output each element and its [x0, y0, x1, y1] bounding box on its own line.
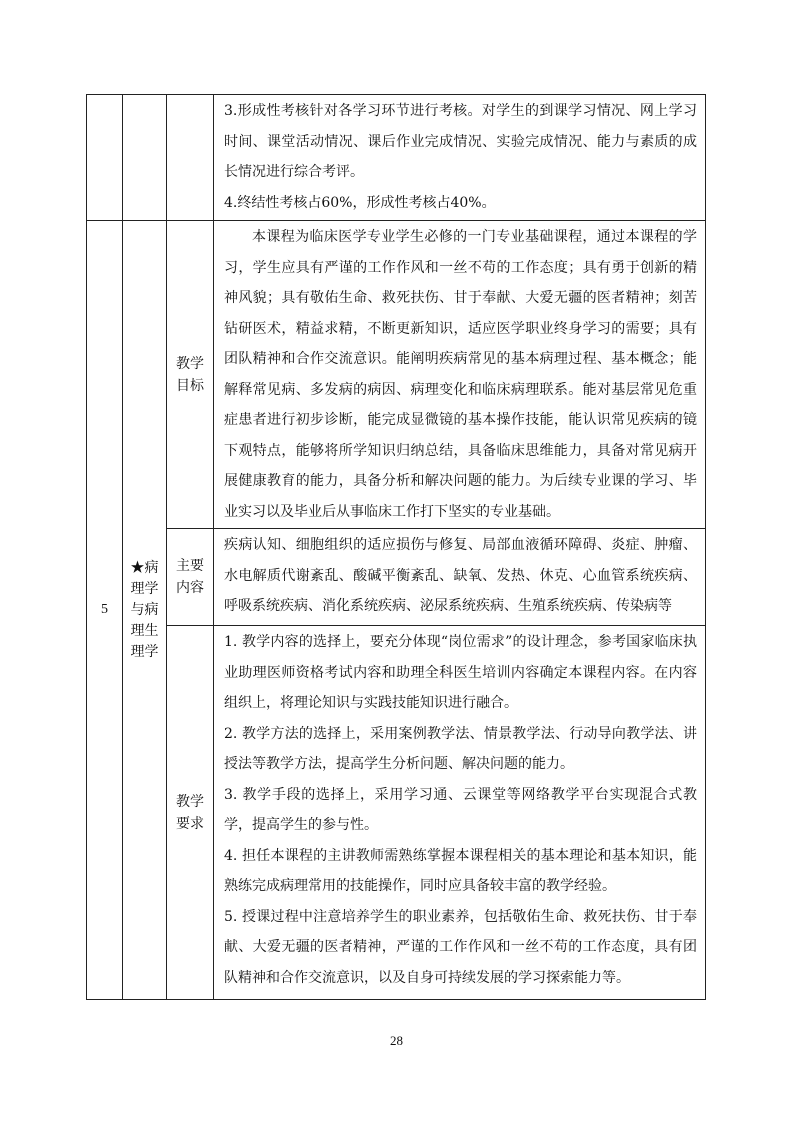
assessment-paragraph-3: 3.形成性考核针对各学习环节进行考核。对学生的到课学习情况、网上学习时间、课堂活动情况、课后作业完成情况、实验完成情况、能力与素质的成长情况进行综合考评。	[224, 103, 697, 180]
requirements-label-line: 要求	[176, 815, 204, 832]
empty-number-cell	[87, 95, 123, 221]
requirements-label-line: 教学	[176, 793, 204, 810]
goals-label-line: 教学	[176, 355, 204, 372]
requirement-item: 2. 教学方法的选择上，采用案例教学法、情景教学法、行动导向教学法、讲授法等教学方法，提高学生分析问题、解决问题的能力。	[224, 725, 697, 772]
course-name-line: 与病	[130, 601, 159, 618]
course-name-line: 理学	[130, 643, 159, 660]
empty-label-cell	[167, 95, 214, 221]
curriculum-table	[86, 94, 706, 1000]
goals-label	[167, 221, 214, 529]
requirement-item: 5. 授课过程中注意培养学生的职业素养，包括敬佑生命、救死扶伤、甘于奉献、大爱无疆的医者精神，严谨的工作作风和一丝不苟的工作态度，具有团队精神和合作交流意识，以及自身可持续发展的学习探索能力等。	[224, 908, 697, 986]
course-content-row	[87, 529, 706, 626]
requirements-text-cell	[214, 626, 706, 1000]
course-name-line: ★病	[130, 559, 159, 576]
course-name-line: 理学	[130, 580, 159, 597]
content-text-cell	[214, 529, 706, 626]
content-label	[167, 529, 214, 626]
content-label-line: 主要	[176, 558, 204, 574]
course-name-line: 理生	[130, 622, 159, 639]
page-number: 28	[390, 1033, 403, 1048]
assessment-continued-cell	[214, 95, 706, 221]
course-number: 5	[87, 221, 123, 1000]
requirement-item: 1. 教学内容的选择上，要充分体现“岗位需求”的设计理念，参考国家临床执业助理医师资格考试内容和助理全科医生培训内容确定本课程内容。在内容组织上，将理论知识与实践技能知识进行融合。	[224, 634, 697, 711]
empty-name-cell	[123, 95, 167, 221]
requirement-item: 4. 担任本课程的主讲教师需熟练掌握本课程相关的基本理论和基本知识，能熟练完成病理常用的技能操作，同时应具备较丰富的教学经验。	[224, 847, 697, 894]
content-text: 疾病认知、细胞组织的适应损伤与修复、局部血液循环障碍、炎症、肿瘤、水电解质代谢紊乱、酸碱平衡紊乱、缺氧、发热、休克、心血管系统疾病、呼吸系统疾病、消化系统疾病、泌尿系统疾病、生殖系统疾病、传染病等	[224, 537, 697, 614]
course-goals-row	[87, 221, 706, 529]
content-label-line: 内容	[176, 580, 204, 596]
requirements-label	[167, 626, 214, 1000]
course-name	[123, 221, 167, 1000]
requirement-item: 3. 教学手段的选择上，采用学习通、云课堂等网络教学平台实现混合式教学，提高学生的参与性。	[224, 786, 697, 833]
continued-row	[87, 95, 706, 221]
goals-text: 本课程为临床医学专业学生必修的一门专业基础课程，通过本课程的学习，学生应具有严谨的工作作风和一丝不苟的工作态度；具有勇于创新的精神风貌；具有敬佑生命、救死扶伤、甘于奉献、大爱无疆的医者精神；刻苦钻研医术，精益求精，不断更新知识，适应医学职业终身学习的需要；具有团队精神和合作交流意识。能阐明疾病常见的基本病理过程、基本概念；能解释常见病、多发病的病因、病理变化和临床病理联系。能对基层常见危重症患者进行初步诊断，能完成显微镜的基本操作技能，能认识常见疾病的镜下观特点，能够将所学知识归纳总结，具备临床思维能力，具备对常见病开展健康教育的能力，具备分析和解决问题的能力。为后续专业课的学习、毕业实习以及毕业后从事临床工作打下坚实的专业基础。	[224, 229, 697, 520]
goals-label-line: 目标	[176, 377, 204, 394]
assessment-paragraph-4: 4.终结性考核占60%，形成性考核占40%。	[224, 194, 496, 211]
goals-text-cell	[214, 221, 706, 529]
course-requirements-row	[87, 626, 706, 1000]
